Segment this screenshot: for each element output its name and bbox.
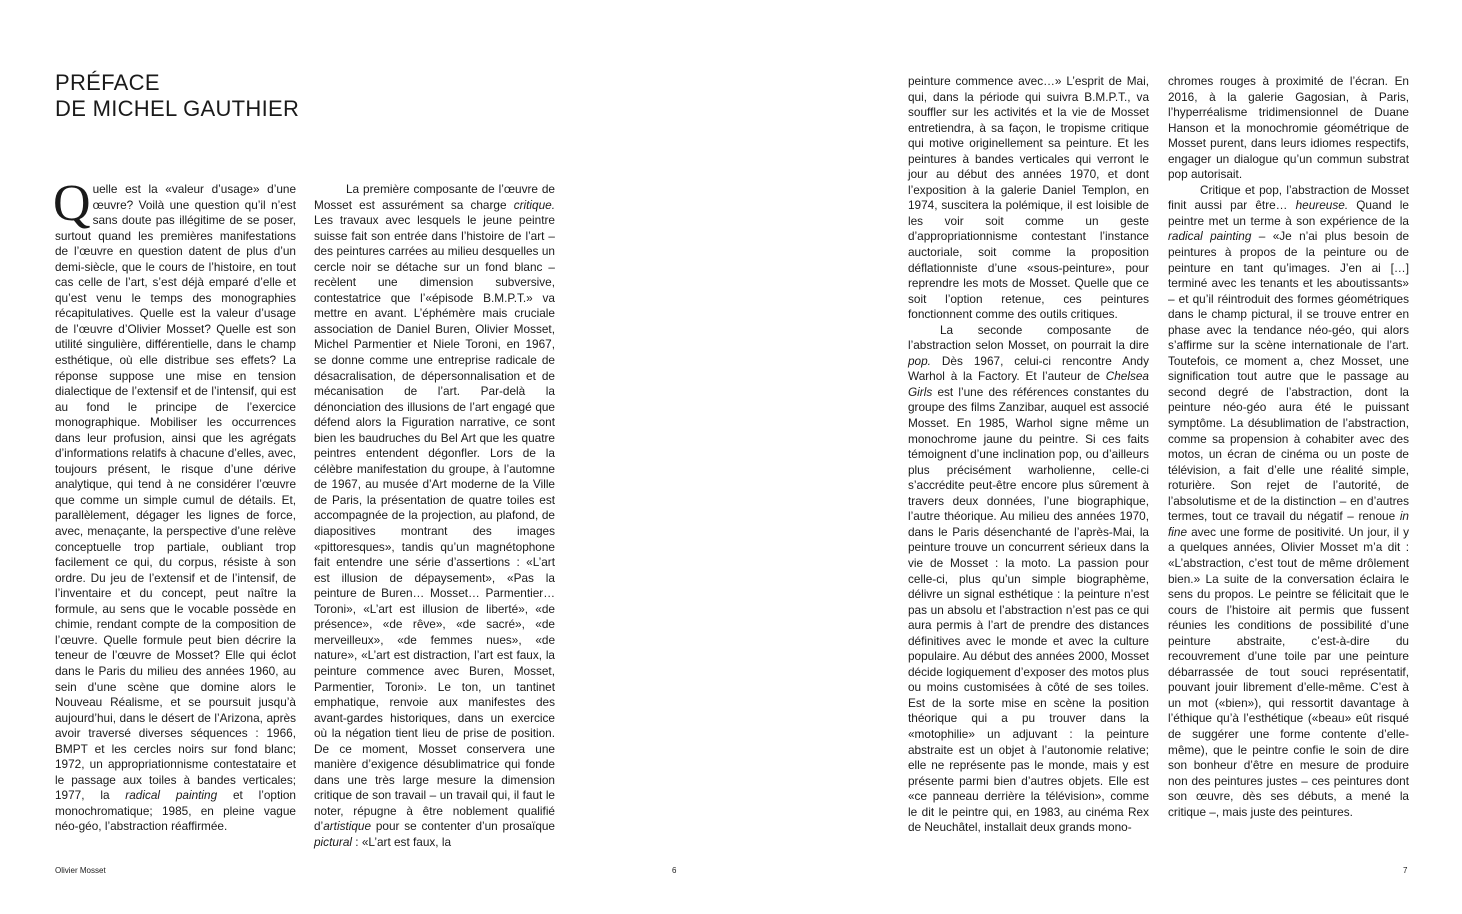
text-column-4 bbox=[1168, 74, 1409, 820]
paragraph: La seconde composante de l’abstraction selon Mosset, on pourrait la dire pop. Dès 1967, celui-ci rencontre Andy Warhol à la Factory. Et l’auteur de Chelsea Girls est l’une des références constantes du groupe des films Zanzibar, auquel est associé Mosset. En 1985, Warhol signe même un monochrome jaune du peintre. Si ces faits témoignent d’une inclination pop, ou d’ailleurs plus précisément warholienne, celle-ci s’accrédite peut-être encore plus sûrement à travers deux données, l’une biographique, l’autre théorique. Au milieu des années 1970, dans le Paris désenchanté de l’après-Mai, la peinture trouve un concurrent sérieux dans la vie de Mosset : la moto. La passion pour celle-ci, plus qu’un simple biographème, délivre un signal esthétique : la peinture n’est pas un absolu et l’abstraction n’est pas ce qui aura permis à l’art de prendre des distances définitives avec le monde et avec la culture populaire. Au début des années 2000, Mosset décide logiquement d’exposer des motos plus ou moins customisées à côté de ses toiles. Est de la sorte mise en scène la position théorique qui a pu trouver dans la «motophilie» un adjuvant : la peinture abstraite est un objet à l’autonomie relative; elle ne représente pas le monde, mais y est présente parmi bien d’autres objets. Elle est «ce panneau derrière la télévision», comme le dit le peintre qui, en 1983, au cinéma Rex de Neuchâtel, installait deux grands mono- bbox=[908, 322, 1149, 835]
drop-cap: Q bbox=[53, 175, 91, 232]
title-line-2: DE MICHEL GAUTHIER bbox=[55, 96, 300, 121]
title-line-1: PRÉFACE bbox=[55, 70, 160, 95]
text-column-3 bbox=[908, 74, 1149, 836]
text-column-1 bbox=[53, 175, 296, 835]
paragraph: Critique et pop, l’abstraction de Mosset finit aussi par être… heureuse. Quand le peintre met un terme à son expérience de la radical painting – «Je n’ai plus besoin de peintures à propos de la peinture ou de peinture en tant qu’images. J’en ai […] terminé avec les tenants et les aboutissants» – et qu’il réintroduit des formes géométriques dans le champ pictural, il se trouve entrer en phase avec la tendance néo-géo, qui alors s’affirme sur la scène internationale de l’art. Toutefois, ce moment a, chez Mosset, une signification tout autre que le passage au second degré de l’abstraction, dont la peinture néo-géo aura été le puissant symptôme. La désublimation de l’abstraction, comme sa propension à cohabiter avec des motos, un écran de cinéma ou un poste de télévision, a fait d’elle une réalité simple, roturière. Son rejet de l’autorité, de l’absolutisme et de la distinction – en d’autres termes, tout ce travail du négatif – renoue in fine avec une forme de positivité. Un jour, il y a quelques années, Olivier Mosset m’a dit : «L’abstraction, c’est tout de même drôlement bien.» La suite de la conversation éclaira le sens du propos. Le peintre se félicitait que le cours de l’histoire ait permis que fussent réunies les conditions de possibilité d’une peinture abstraite, c’est-à-dire du recouvrement d’une toile par une peinture débarrassée de tout souci représentatif, pouvant jouir librement d’elle-même. C’est à un mot («bien»), qui ressortit davantage à l’éthique qu’à l’esthétique («beau» eût risqué de suggérer une forme contente d’elle-même), que le peintre confie le soin de dire son bonheur d’être en mesure de produire non des peintures justes – ces peintures dont son œuvre, dès ses débuts, a mené la critique –, mais juste des peintures. bbox=[1168, 182, 1410, 819]
paragraph: Quelle est la «valeur d’usage» d’une œuvre? Voilà une question qu’il n’est sans doute pas illégitime de se poser, surtout quand les premières manifestations de l’œuvre en question datent de plus d’un demi-siècle, que le cours de l’histoire, en tout cas celle de l’art, s’est déjà emparé d’elle et qu’est venu le temps des monographies récapitulatives. Quelle est la valeur d’usage de l’œuvre d’Olivier Mosset? Quelle est son utilité singulière, différentielle, dans le champ esthétique, où elle distribue ses effets? La réponse suppose une mise en tension dialectique de l’extensif et de l’intensif, qui est au fond le principe de l’exercice monographique. Mobiliser les occurrences dans leur profusion, ainsi que les agrégats d’informations relatifs à chacune d’elles, avec, toujours présent, le risque d’une dérive analytique, qui tend à ne considérer l’œuvre que comme un simple cumul de détails. Et, parallèlement, dégager les lignes de force, avec, menaçante, la perspective d’une relève conceptuelle trop partiale, oubliant trop facilement ce qui, du corpus, résiste à son ordre. Du jeu de l’extensif et de l’intensif, de l’inventaire et du concept, peut naître la formule, au sens que le vocable possède en chimie, rendant compte de la composition de l’œuvre. Quelle formule peut bien décrire la teneur de l’œuvre de Mosset? Elle qui éclot dans le Paris du milieu des années 1960, au sein d’une scène que domine alors le Nouveau Réalisme, et se poursuit jusqu’à aujourd’hui, dans le désert de l’Arizona, après avoir traversé diverses séquences : 1966, BMPT et les cercles noirs sur fond blanc; 1972, un appropriationnisme contestataire et le passage aux toiles à bandes verticales; 1977, la radical painting et l’option monochromatique; 1985, en pleine vague néo-géo, l’abstraction réaffirmée. bbox=[53, 175, 296, 834]
page-number-left: 6 bbox=[672, 866, 677, 875]
text-column-2 bbox=[314, 182, 555, 851]
page-title bbox=[55, 70, 455, 122]
page-number-right: 7 bbox=[1403, 866, 1408, 875]
paragraph: peinture commence avec…» L’esprit de Mai, qui, dans la période qui suivra B.M.P.T., va souffler sur les activités et la vie de Mosset entretiendra, à sa façon, le tropisme critique qui motive originellement sa peinture. Et les peintures à bandes verticales qui verront le jour au début des années 1970, et dont l’exposition à la galerie Daniel Templon, en 1974, suscitera la polémique, il est loisible de les voir soit comme un geste d’appropriationnisme contestant l’instance auctoriale, soit comme la proposition déflationniste d’une «sous-peinture», pour reprendre les mots de Mosset. Quelle que ce soit l’option retenue, ces peintures fonctionnent comme des outils critiques. bbox=[908, 74, 1149, 322]
paragraph: chromes rouges à proximité de l’écran. En 2016, à la galerie Gagosian, à Paris, l’hyperréalisme tridimensionnel de Duane Hanson et la monochromie géométrique de Mosset purent, dans leurs idiomes respectifs, engager un dialogue qu’un commun substrat pop autorisait. bbox=[1168, 74, 1409, 182]
paragraph: La première composante de l’œuvre de Mosset est assurément sa charge critique. Les travaux avec lesquels le jeune peintre suisse fait son entrée dans l’histoire de l’art – des peintures carrées au milieu desquelles un cercle noir se détache sur un fond blanc – recèlent une dimension subversive, contestatrice que l’«épisode B.M.P.T.» va mettre en avant. L’éphémère mais cruciale association de Daniel Buren, Olivier Mosset, Michel Parmentier et Niele Toroni, en 1967, se donne comme une entreprise radicale de désacralisation, de dépersonnalisation et de mécanisation de l’art. Par-delà la dénonciation des illusions de l’art engagé que défend alors la Figuration narrative, ce sont bien les baudruches du Bel Art que les quatre peintres entendent dégonfler. Lors de la célèbre manifestation du groupe, à l’automne de 1967, au musée d’Art moderne de la Ville de Paris, la présentation de quatre toiles est accompagnée de la projection, au plafond, de diapositives montrant des images «pittoresques», tandis qu’un magnétophone fait entendre une série d’assertions : «L’art est illusion de dépaysement», «Pas la peinture de Buren… Mosset… Parmentier… Toroni», «L’art est illusion de liberté», «de présence», «de rêve», «de sacré», «de merveilleux», «de femmes nues», «de nature», «L’art est distraction, l’art est faux, la peinture commence avec Buren, Mosset, Parmentier, Toroni». Le ton, un tantinet emphatique, renvoie aux manifestes des avant-gardes historiques, dans un exercice où la négation tient lieu de prise de position. De ce moment, Mosset conservera une manière d’exigence désublimatrice qui fonde dans une très large mesure la dimension critique de son travail – un travail qui, il faut le noter, répugne à être noblement qualifié d’artistique pour se contenter d’un prosaïque pictural : «L’art est faux, la bbox=[314, 182, 555, 849]
footer-author: Olivier Mosset bbox=[55, 866, 106, 875]
